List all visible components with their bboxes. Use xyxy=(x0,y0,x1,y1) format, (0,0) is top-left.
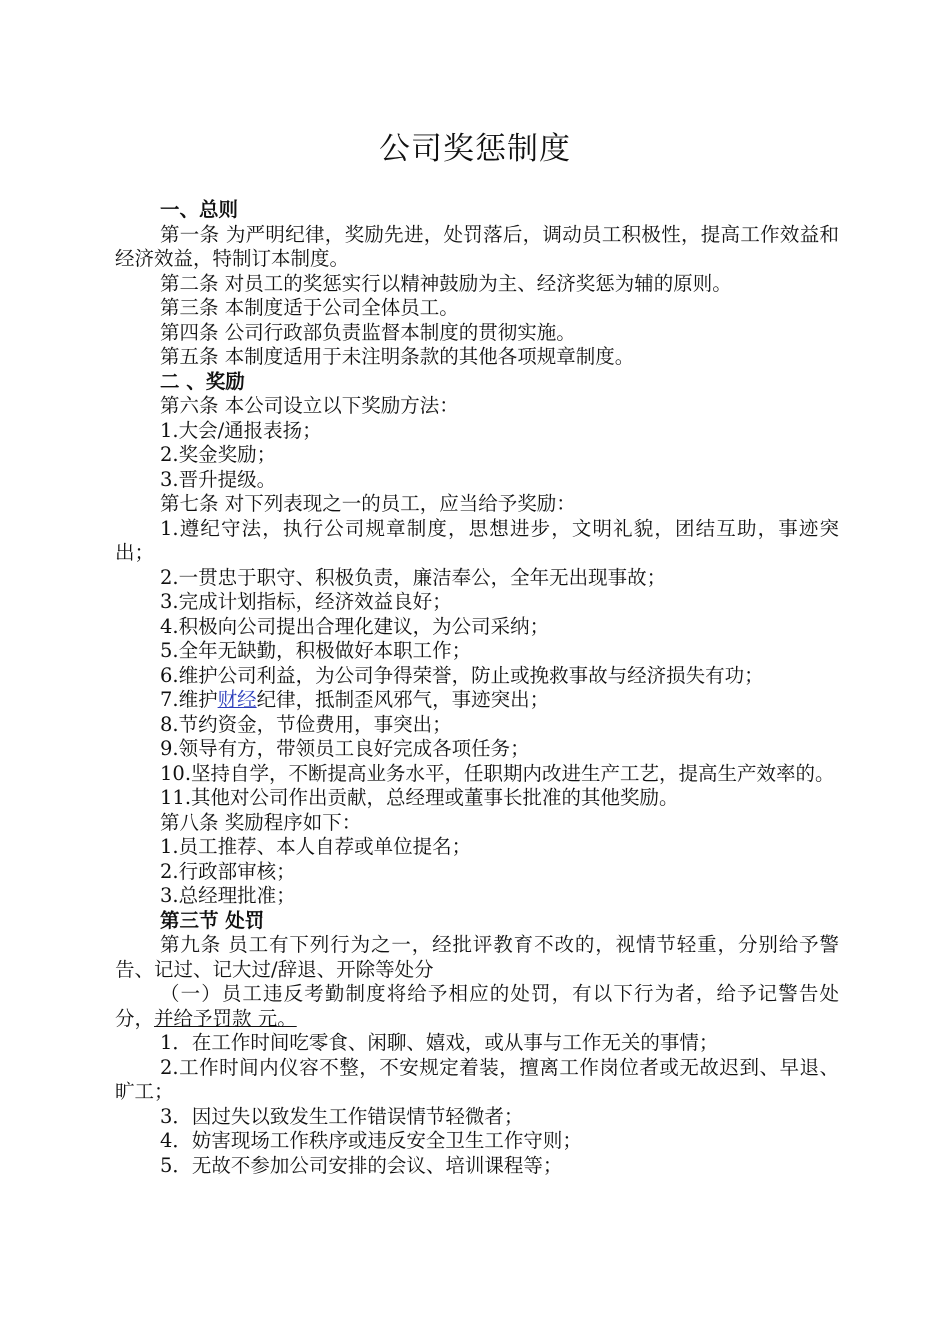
list-item xyxy=(115,688,839,713)
list-item-text: 纪律，抵制歪风邪气，事迹突出； xyxy=(256,688,550,711)
list-item: 4.积极向公司提出合理化建议，为公司采纳； xyxy=(160,614,550,638)
article-5: 第五条 本制度适用于未注明条款的其他各项规章制度。 xyxy=(160,345,635,368)
article-8: 第八条 奖励程序如下： xyxy=(160,810,362,834)
section-heading-general: 一、总则 xyxy=(160,198,239,221)
list-item: 2.工作时间内仪容不整，不安规定着装，擅离工作岗位者或无故迟到、早退、旷工； xyxy=(115,1055,839,1103)
article-2: 第二条 对员工的奖惩实行以精神鼓励为主、经济奖惩为辅的原则。 xyxy=(160,271,732,295)
section-heading-penalties: 第三节 处罚 xyxy=(160,908,265,932)
list-item: 4．妨害现场工作秩序或违反安全卫生工作守则； xyxy=(160,1129,582,1152)
list-item-text: 7.维护 xyxy=(160,688,218,711)
list-item: 1．在工作时间吃零食、闲聊、嬉戏，或从事与工作无关的事情； xyxy=(160,1031,719,1054)
list-item: 5.全年无缺勤，积极做好本职工作； xyxy=(160,639,472,662)
list-item: 1.员工推荐、本人自荐或单位提名； xyxy=(160,835,472,858)
list-item: 3．因过失以致发生工作错误情节轻微者； xyxy=(160,1104,524,1128)
article-3: 第三条 本制度适于公司全体员工。 xyxy=(160,296,459,319)
list-item: 2.奖金奖励； xyxy=(160,443,277,466)
list-item: 3.晋升提级。 xyxy=(160,467,277,491)
article-6: 第六条 本公司设立以下奖励方法： xyxy=(160,394,459,417)
list-item: 6.维护公司利益，为公司争得荣誉，防止或挽救事故与经济损失有功； xyxy=(160,663,764,687)
list-item: 11.其他对公司作出贡献，总经理或董事长批准的其他奖励。 xyxy=(160,786,679,809)
article-9: 第九条 员工有下列行为之一，经批评教育不改的，视情节轻重，分别给予警告、记过、记大过/辞退、开除等处分 xyxy=(115,933,839,981)
list-item: 2.行政部审核； xyxy=(160,859,296,883)
document-title: 公司奖惩制度 xyxy=(379,131,571,167)
list-item: 8.节约资金，节俭费用，事突出； xyxy=(160,712,452,736)
subsection-text: （一）员工违反考勤制度将给予相应的处罚，有以下行为者，给予记警告处分， xyxy=(115,982,839,1030)
list-item: 1.大会/通报表扬； xyxy=(160,418,322,442)
fine-amount-blank: 并给予罚款 元。 xyxy=(154,1006,297,1030)
list-item: 3.完成计划指标，经济效益良好； xyxy=(160,590,452,613)
article-4: 第四条 公司行政部负责监督本制度的贯彻实施。 xyxy=(160,320,576,344)
article-9-subsection-1 xyxy=(115,982,839,1031)
list-item: 10.坚持自学，不断提高业务水平，任职期内改进生产工艺，提高生产效率的。 xyxy=(160,761,835,785)
article-7: 第七条 对下列表现之一的员工，应当给予奖励： xyxy=(160,492,576,515)
list-item: 5．无故不参加公司安排的会议、培训课程等； xyxy=(160,1153,563,1177)
list-item: 2.一贯忠于职守、积极负责，廉洁奉公，全年无出现事故； xyxy=(160,565,667,589)
article-1: 第一条 为严明纪律，奖励先进，处罚落后，调动员工积极性，提高工作效益和经济效益，特制订本制度。 xyxy=(115,222,839,270)
section-heading-rewards: 二 、奖励 xyxy=(160,369,245,393)
list-item: 9.领导有方，带领员工良好完成各项任务； xyxy=(160,737,530,760)
list-item: 3.总经理批准； xyxy=(160,884,296,907)
document-body xyxy=(115,198,839,1178)
list-item: 1.遵纪守法，执行公司规章制度，思想进步，文明礼貌，团结互助，事迹突出； xyxy=(115,516,839,564)
finance-link[interactable]: 财经 xyxy=(217,688,257,711)
